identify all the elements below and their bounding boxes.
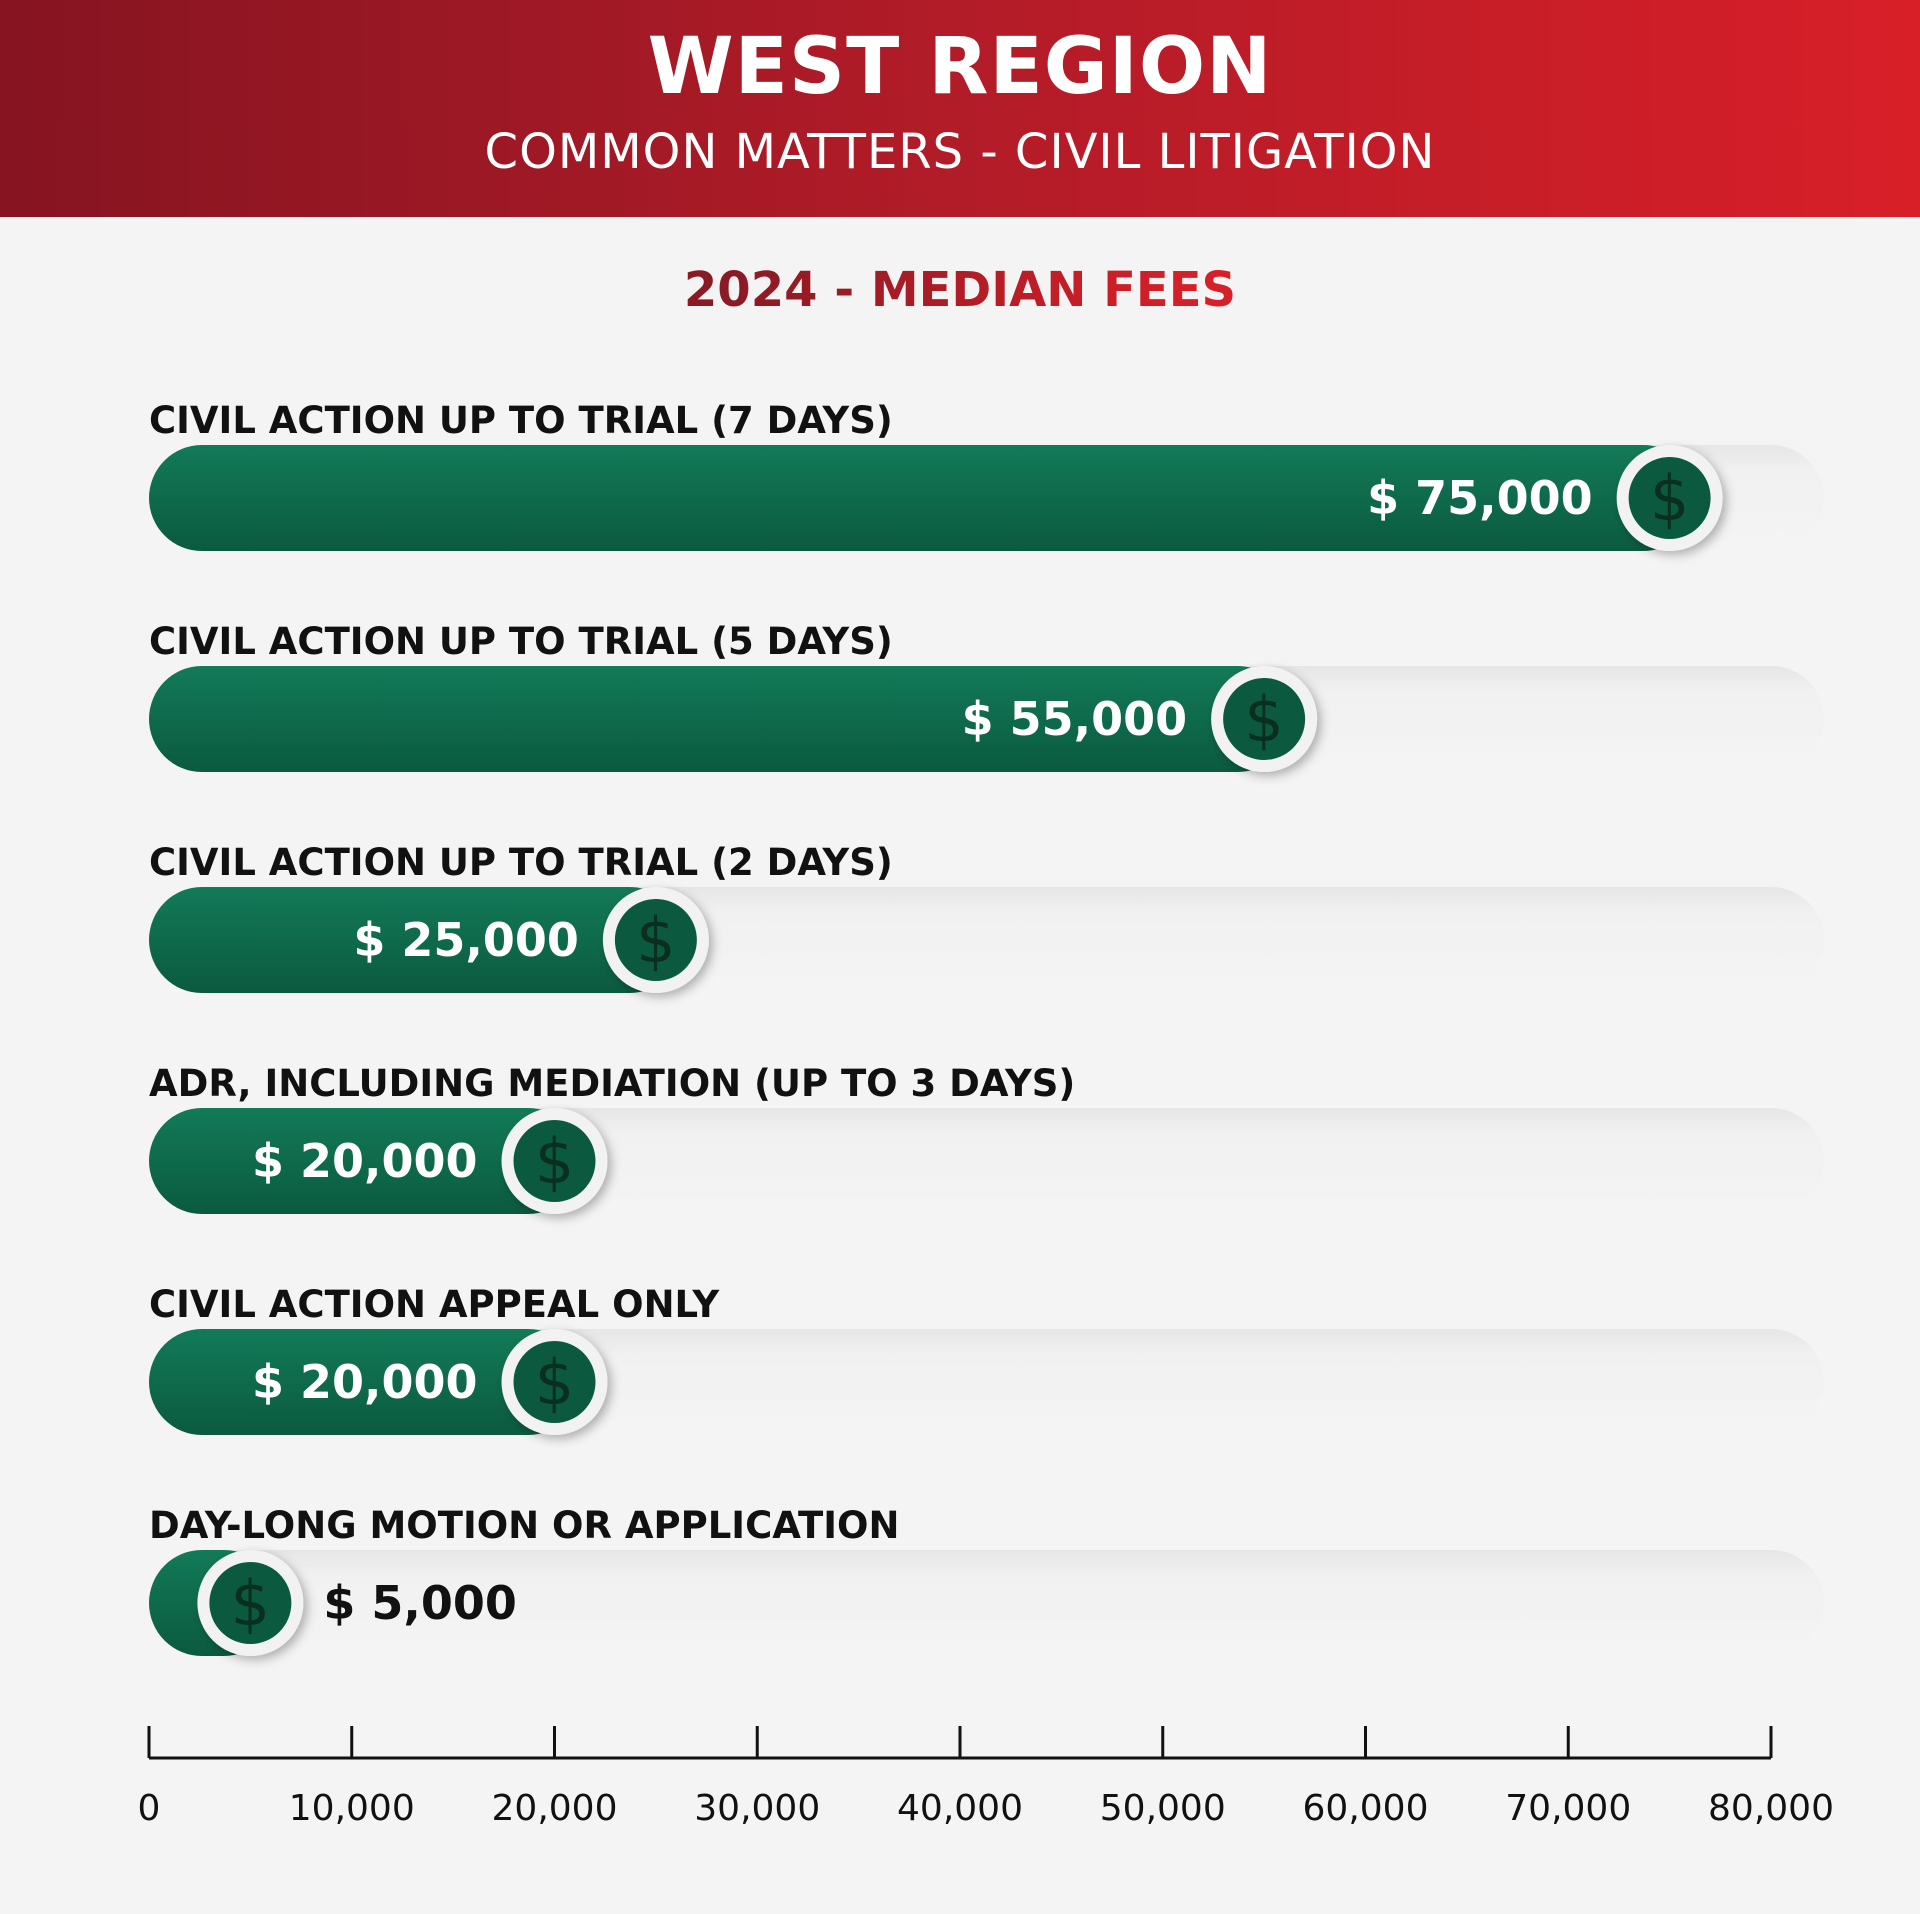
svg-text:$: $ [534,1346,575,1419]
dollar-coin-icon [1617,445,1723,551]
bar-category-label: CIVIL ACTION APPEAL ONLY [149,1283,720,1326]
page-subtitle: COMMON MATTERS - CIVIL LITIGATION [484,124,1436,180]
svg-text:$: $ [230,1567,271,1640]
svg-text:$: $ [636,904,676,977]
x-tick-label: 30,000 [694,1788,821,1829]
page-title: WEST REGION [647,22,1273,112]
dollar-coin-icon [502,1329,608,1435]
bar-value-label: $ 20,000 [251,1134,478,1188]
bar-value-label: $ 55,000 [961,692,1188,746]
bar-row [149,1062,1824,1214]
bar-row [149,1504,1824,1656]
dollar-coin-icon [1211,666,1317,772]
bar-category-label: CIVIL ACTION UP TO TRIAL (7 DAYS) [149,399,893,442]
bar-value-label: $ 5,000 [323,1576,517,1630]
bar-category-label: DAY-LONG MOTION OR APPLICATION [149,1504,900,1547]
dollar-coin-icon [197,1550,303,1656]
bar-value-label: $ 25,000 [353,913,579,967]
bar-row [149,399,1824,551]
bar-row [149,1283,1824,1435]
x-tick-label: 50,000 [1099,1788,1226,1829]
bar-row [149,841,1824,993]
svg-text:$: $ [1649,462,1690,535]
chart-title: 2024 - MEDIAN FEES [0,266,1920,314]
x-tick-label: 80,000 [1708,1788,1834,1829]
x-tick-label: 40,000 [897,1788,1023,1829]
x-tick-label: 0 [137,1788,161,1829]
svg-text:$: $ [1244,683,1284,756]
bar-row [149,620,1824,772]
dollar-coin-icon [603,887,709,993]
bar-value-label: $ 20,000 [251,1355,478,1409]
x-tick-label: 70,000 [1505,1788,1632,1829]
x-tick-label: 20,000 [491,1788,618,1829]
bar-category-label: CIVIL ACTION UP TO TRIAL (2 DAYS) [149,841,893,884]
x-axis [138,1726,1834,1829]
bar-category-label: ADR, INCLUDING MEDIATION (UP TO 3 DAYS) [149,1062,1076,1105]
x-tick-label: 10,000 [288,1788,415,1829]
bar-value-label: $ 75,000 [1367,471,1593,525]
dollar-coin-icon [502,1108,608,1214]
x-tick-label: 60,000 [1302,1788,1429,1829]
bar-category-label: CIVIL ACTION UP TO TRIAL (5 DAYS) [149,620,893,663]
svg-text:$: $ [534,1125,575,1198]
